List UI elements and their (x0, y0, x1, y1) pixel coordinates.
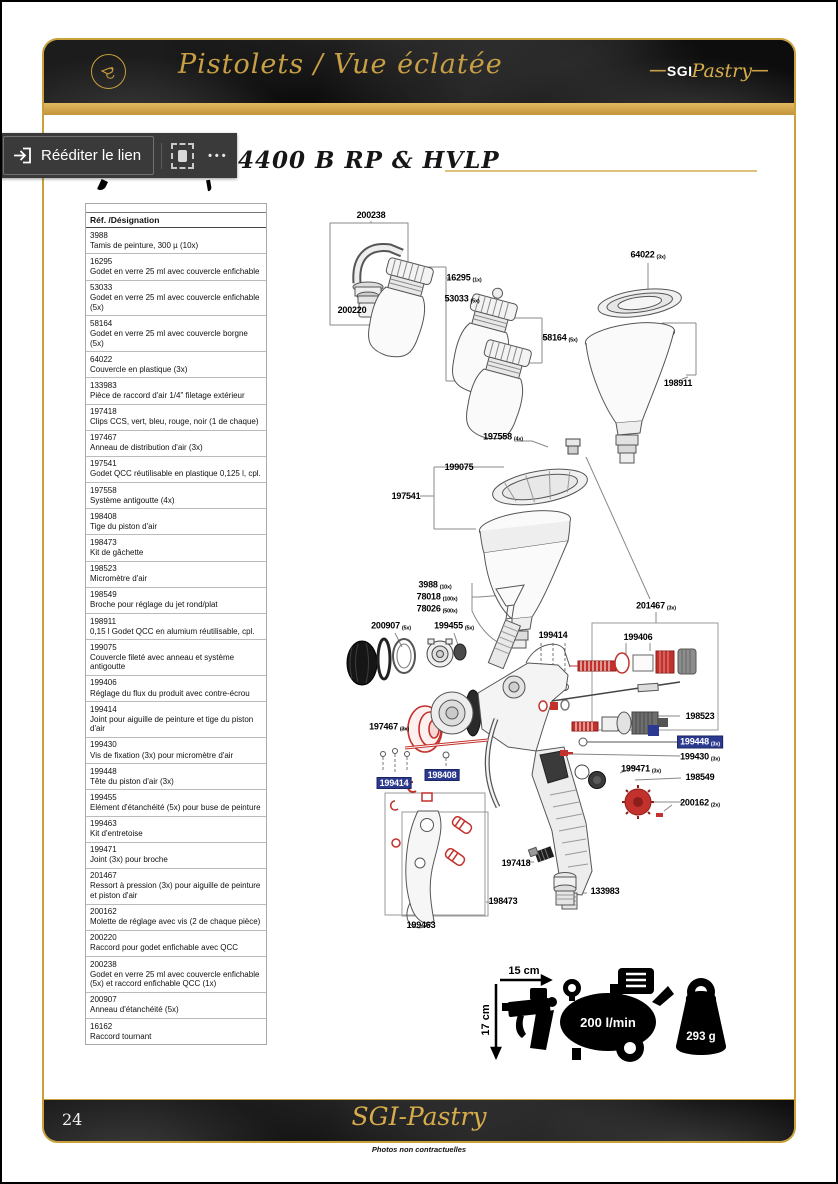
more-options-button[interactable]: ••• (208, 149, 229, 162)
table-row (86, 957, 266, 993)
page-number: 24 (62, 1110, 83, 1129)
part-designation: Système antigoutte (4x) (90, 495, 175, 505)
spec-icons (480, 960, 730, 1070)
table-row (86, 817, 266, 843)
part-designation: Anneau d'étanchéité (5x) (90, 1005, 179, 1015)
reedit-link-label: Rééditer le lien (41, 147, 142, 164)
part-label-197558: 197558 (4x) (483, 431, 523, 443)
spray-gun-logo-icon (91, 54, 126, 89)
table-row (86, 431, 266, 457)
weight-label: 293 g (686, 1031, 716, 1043)
part-label-198549: 198549 (685, 772, 715, 782)
gold-divider-bar (44, 103, 794, 115)
height-label: 17 cm (480, 1004, 492, 1036)
part-designation: Godet en verre 25 ml avec couvercle borgne (5x) (90, 328, 248, 348)
table-row (86, 483, 266, 509)
table-row (86, 281, 266, 317)
part-designation: Anneau de distribution d'air (3x) (90, 443, 203, 453)
part-designation: Micromètre d'air (90, 574, 148, 584)
part-label-199406: 199406 (623, 632, 653, 642)
table-row (86, 1019, 266, 1044)
part-label-201467: 201467 (3x) (636, 600, 676, 612)
part-label-133983: 133983 (590, 886, 620, 896)
part-label-200162: 200162 (2x) (680, 797, 720, 809)
table-row (86, 993, 266, 1019)
part-label-199430: 199430 (3x) (680, 751, 720, 763)
brand-pastry: Pastry (691, 60, 752, 82)
link-editor-toolbar (0, 133, 237, 178)
part-label-78026: 78026 (500x) (416, 603, 458, 615)
part-designation: Ressort à pression (3x) pour aiguille de peinture et piston d'air (90, 881, 261, 901)
part-label-199075: 199075 (444, 462, 474, 472)
table-header: Réf. /Désignation (86, 213, 266, 228)
part-ref: 197418 (90, 407, 117, 416)
part-ref: 200162 (90, 907, 117, 917)
spray-gun-silhouette-icon (502, 988, 557, 1050)
part-label-199414[interactable]: 199414 (377, 777, 412, 789)
part-ref: 198911 (90, 616, 117, 626)
part-designation: Couvercle fileté avec anneau et système antigoutte (90, 652, 235, 672)
table-row (86, 316, 266, 352)
brand-sgi: SGI (666, 63, 693, 79)
table-row (86, 869, 266, 905)
part-designation: Kit de gâchette (90, 548, 144, 558)
part-designation: Godet QCC réutilisable en plastique 0,125 l, cpl. (90, 469, 261, 479)
table-body (86, 228, 266, 1044)
part-designation: Godet en verre 25 ml avec couvercle enfichable (5x) et raccord enfichable QCC (1x) (90, 969, 260, 989)
part-ref: 197558 (90, 485, 117, 495)
part-ref: 64022 (90, 354, 113, 364)
part-ref: 198408 (90, 511, 117, 521)
part-ref: 16295 (90, 256, 113, 266)
part-designation: Pièce de raccord d'air 1/4" filetage extérieur (90, 390, 245, 400)
part-designation: Godet en verre 25 ml avec couvercle enfichable (5x) (90, 293, 260, 312)
part-designation: Tige du piston d'air (90, 521, 158, 531)
table-row (86, 738, 266, 764)
part-designation: 0,15 l Godet QCC en alumium réutilisable, cpl. (90, 626, 255, 636)
brand-dash-left: — (649, 62, 666, 79)
part-designation: Joint (3x) pour broche (90, 855, 168, 865)
table-row (86, 254, 266, 280)
part-ref: 200238 (90, 959, 117, 969)
part-designation: Clips CCS, vert, bleu, rouge, noir (1 de chaque) (90, 417, 259, 427)
brand-logo (650, 60, 768, 82)
part-label-199471: 199471 (3x) (621, 763, 661, 775)
part-designation: Tête du piston d'air (3x) (90, 776, 174, 786)
weight-icon (676, 978, 726, 1055)
table-row (86, 790, 266, 816)
part-label-199463: 199463 (406, 920, 436, 930)
part-ref: 197541 (90, 459, 117, 469)
part-label-199414: 199414 (538, 630, 568, 640)
open-link-icon (12, 145, 33, 166)
part-ref: 58164 (90, 318, 113, 328)
part-designation: Joint pour aiguille de peinture et tige du piston d'air (90, 714, 254, 734)
part-designation: Broche pour réglage du jet rond/plat (90, 600, 218, 610)
part-label-58164: 58164 (5x) (542, 332, 578, 344)
reedit-link-button[interactable] (3, 136, 154, 175)
part-ref: 133983 (90, 380, 117, 390)
part-ref: 199075 (90, 642, 117, 652)
part-label-53033: 53033 (5x) (444, 293, 480, 305)
part-ref: 200907 (90, 995, 117, 1005)
table-row (86, 228, 266, 254)
part-designation: Réglage du flux du produit avec contre-écrou (90, 688, 250, 698)
width-label: 15 cm (508, 965, 540, 977)
table-row (86, 352, 266, 378)
part-designation: Godet en verre 25 ml avec couvercle enfichable (90, 266, 260, 276)
part-label-198911: 198911 (663, 378, 693, 388)
part-designation: Elément d'étanchéité (5x) pour buse de peinture (90, 802, 261, 812)
part-ref: 200220 (90, 933, 117, 943)
footer-brand: SGI-Pastry (351, 1102, 487, 1131)
part-ref: 201467 (90, 871, 117, 881)
part-ref: 198523 (90, 564, 117, 574)
table-row (86, 614, 266, 640)
part-ref: 199471 (90, 845, 117, 855)
dimensions-icon (480, 965, 557, 1057)
table-row (86, 640, 266, 676)
part-label-78018: 78018 (100x) (416, 591, 458, 603)
part-ref: 199448 (90, 766, 117, 776)
part-designation: Molette de réglage avec vis (2 de chaque pièce) (90, 917, 261, 927)
part-label-198523: 198523 (685, 711, 715, 721)
table-row (86, 843, 266, 869)
doc-title: 4400 B RP & HVLP (238, 147, 500, 174)
part-ref: 199463 (90, 819, 117, 828)
part-label-3988: 3988 (10x) (418, 579, 452, 591)
part-label-197467: 197467 (3x) (369, 721, 409, 733)
table-row (86, 509, 266, 535)
part-ref: 198549 (90, 590, 117, 600)
part-label-199455: 199455 (5x) (434, 620, 474, 632)
table-row (86, 764, 266, 790)
table-row (86, 905, 266, 931)
diagram-labels-layer (300, 195, 800, 975)
footer-note: Photos non contractuelles (371, 1145, 467, 1154)
part-designation: Vis de fixation (3x) pour micromètre d'air (90, 750, 234, 760)
part-label-198473: 198473 (488, 896, 518, 906)
page-title: Pistolets / Vue éclatée (178, 49, 503, 80)
brand-dash-right: — (752, 62, 768, 79)
table-row (86, 931, 266, 957)
part-label-197418: 197418 (501, 858, 531, 868)
part-label-200238: 200238 (356, 210, 386, 220)
page-header (44, 40, 794, 103)
part-designation: Raccord pour godet enfichable avec QCC (90, 943, 239, 953)
part-ref: 53033 (90, 283, 113, 293)
part-label-198408[interactable]: 198408 (425, 769, 460, 781)
part-label-197541: 197541 (391, 491, 421, 501)
selection-area-icon (178, 150, 187, 162)
part-ref: 199455 (90, 792, 117, 802)
part-ref: 198473 (90, 537, 117, 547)
page-footer (44, 1099, 794, 1141)
part-ref: 197467 (90, 433, 117, 443)
part-label-200907: 200907 (5x) (371, 620, 411, 632)
table-row (86, 702, 266, 738)
parts-table (85, 203, 267, 1045)
airflow-icon (560, 968, 674, 1062)
part-label-16295: 16295 (1x) (446, 272, 482, 284)
table-top-spacer (86, 204, 266, 213)
table-row (86, 457, 266, 483)
airflow-label: 200 l/min (580, 1015, 636, 1030)
part-designation: Kit d'entretoise (90, 829, 143, 839)
table-row (86, 535, 266, 561)
table-row (86, 676, 266, 702)
toolbar-separator (161, 143, 162, 169)
part-label-199448[interactable]: 199448 (3x) (677, 736, 723, 749)
part-ref: 16162 (90, 1021, 113, 1031)
part-ref: 3988 (90, 230, 108, 240)
table-row (86, 405, 266, 431)
part-designation: Tamis de peinture, 300 µ (10x) (90, 240, 199, 250)
part-label-64022: 64022 (3x) (630, 249, 666, 261)
part-ref: 199414 (90, 704, 117, 714)
table-row (86, 378, 266, 404)
table-row (86, 562, 266, 588)
part-label-200220: 200220 (337, 305, 367, 315)
selection-area-button[interactable] (171, 143, 194, 169)
part-designation: Raccord tournant (90, 1031, 152, 1041)
part-ref: 199406 (90, 678, 117, 688)
part-ref: 199430 (90, 740, 117, 750)
part-designation: Couvercle en plastique (3x) (90, 364, 188, 374)
table-row (86, 588, 266, 614)
